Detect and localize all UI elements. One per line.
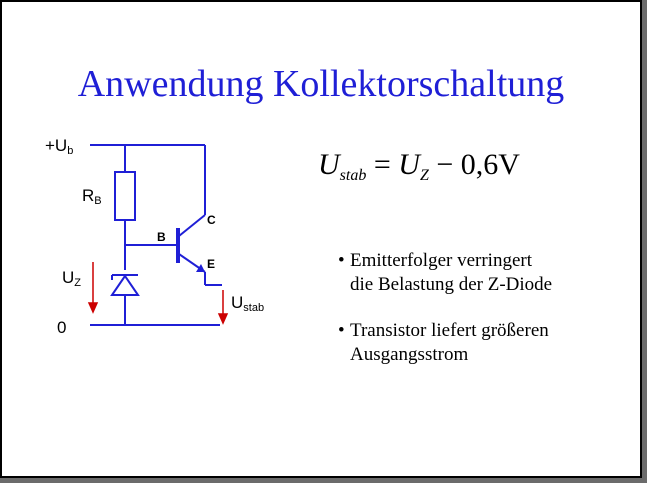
uz-arrow-head <box>89 303 97 312</box>
base-label: B <box>157 230 166 244</box>
formula-lhs-sub: stab <box>339 167 367 184</box>
bullet-item <box>338 249 638 297</box>
bullet-line: die Belastung der Z-Diode <box>350 274 553 295</box>
bullet-dot-icon: • <box>338 320 345 341</box>
formula-rhs-var: U <box>398 148 420 181</box>
formula-lhs: U <box>318 148 340 181</box>
bullet-line: Emitterfolger verringert <box>350 250 533 271</box>
bullet-list <box>338 249 638 389</box>
bullet-dot-icon: • <box>338 250 345 271</box>
transistor-collector <box>179 215 205 236</box>
output-voltage-label: $U_{stab}$ <box>231 293 265 314</box>
bullet-line: Ausgangsstrom <box>350 344 469 365</box>
collector-label: C <box>207 213 216 227</box>
emitter-arrow-icon <box>196 264 205 272</box>
zener-triangle <box>112 276 138 295</box>
zener-voltage-label: $U_Z$ <box>62 268 82 289</box>
resistor-label: $R_B$ <box>82 186 102 207</box>
formula-equals: = <box>373 148 391 181</box>
resistor-rb <box>115 172 135 220</box>
ground-label: 0 <box>57 318 67 337</box>
slide-title: Anwendung Kollektorschaltung <box>77 63 565 105</box>
formula-rhs-rest: − 0,6V <box>436 148 520 181</box>
emitter-label: E <box>207 257 216 271</box>
supply-voltage-label: $+U_b$ <box>45 136 74 157</box>
formula <box>318 148 520 185</box>
formula-rhs-sub: Z <box>419 167 429 184</box>
ustab-arrow-head <box>219 314 227 323</box>
bullet-line: Transistor liefert größeren <box>350 320 549 341</box>
bullet-item <box>338 319 638 367</box>
